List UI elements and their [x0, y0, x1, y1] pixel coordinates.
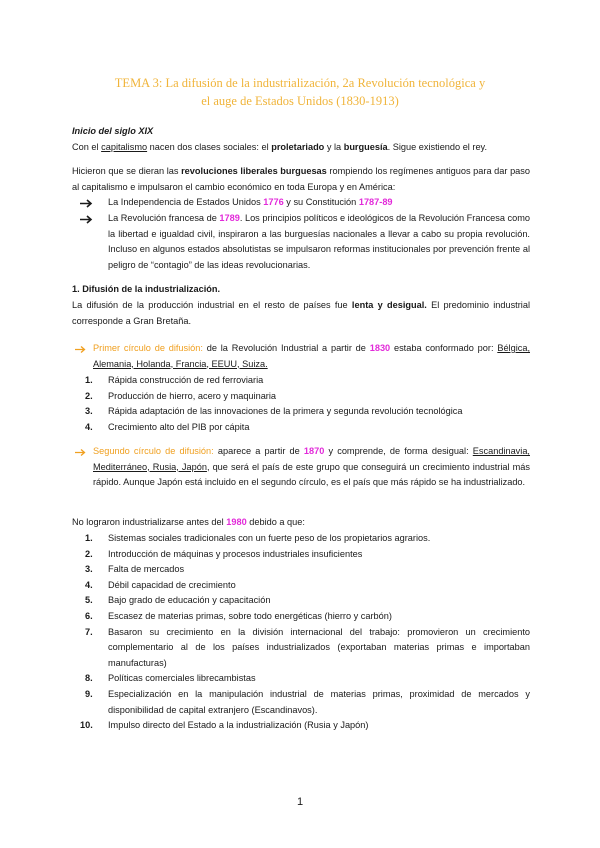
term-burguesia: burguesía — [343, 142, 388, 152]
term-proletariado: proletariado — [271, 142, 325, 152]
country-list: Bélgica, Alemania, Holanda, Francia, EEUU, Suiza. — [93, 343, 530, 369]
text-run: aparece a partir de — [213, 446, 304, 456]
list-item: 3. Falta de mercados — [85, 564, 185, 575]
primer-circulo-list — [80, 373, 530, 435]
list-item: 4. Crecimiento alto del PIB por cápita — [85, 421, 250, 432]
year-highlight: 1776 — [263, 197, 284, 207]
list-item: 3. Rápida adaptación de las innovaciones de la primera y segunda revolución tecnológica — [85, 406, 463, 417]
list-item-text: Rápida construcción de red ferroviaria — [108, 375, 264, 385]
year-highlight: 1787-89 — [358, 197, 393, 207]
term-capitalismo: capitalismo — [101, 142, 148, 152]
page-number: 1 — [296, 796, 304, 808]
primer-circulo — [75, 341, 530, 372]
intro-heading: Inicio del siglo XIX — [72, 126, 154, 136]
arrow-right-icon — [80, 195, 98, 208]
text-run: y la — [324, 142, 344, 152]
year-highlight: 1830 — [369, 343, 391, 353]
list-item-text: Introducción de máquinas y procesos industriales insuficientes — [108, 548, 363, 559]
text-run: rompiendo los regímenes antiguos para dar paso al capitalismo e impulsaron el cambio económico en toda Europa y en América: — [72, 166, 530, 192]
list-item-text: Bajo grado de educación y capacitación — [108, 595, 271, 606]
text-run: , que será el país de este grupo que conseguirá un crecimiento industrial más rápido. Aunque Japón está incluido en el segundo círculo, es el país que más rápido se ha industrializado. — [93, 461, 530, 488]
text-run: de la Revolución Industrial a partir de — [202, 343, 370, 353]
list-item-text: Débil capacidad de crecimiento — [108, 579, 236, 590]
list-item: 1. Rápida construcción de red ferroviaria — [85, 375, 264, 385]
list-item-text: Crecimiento alto del PIB por cápita — [108, 421, 250, 432]
list-item: 2. Introducción de máquinas y procesos industriales insuficientes — [85, 548, 363, 559]
year-highlight: 1870 — [303, 446, 325, 456]
circle-label: Segundo círculo de difusión: — [93, 446, 214, 456]
list-item: 1. Sistemas sociales tradicionales con un fuerte peso de los propietarios agrarios. — [85, 533, 431, 543]
term-lenta-desigual: lenta y desigual. — [351, 300, 427, 310]
text-run: La Revolución francesa de — [108, 213, 220, 223]
list-item: 2. Producción de hierro, acero y maquinaria — [85, 390, 277, 401]
arrow-right-icon — [75, 341, 93, 354]
title-line-2: el auge de Estados Unidos (1830-1913) — [201, 94, 399, 108]
circle-label: Primer círculo de difusión: — [93, 343, 203, 353]
text-run: y su Constitución — [283, 197, 359, 207]
text-run: La Independencia de Estados Unidos — [108, 197, 264, 207]
text-run: No lograron industrializarse antes del — [72, 517, 227, 527]
text-run: nacen dos clases sociales: el — [147, 142, 272, 152]
list-item-text: Sistemas sociales tradicionales con un fuerte peso de los propietarios agrarios. — [108, 533, 431, 543]
list-item-text: Políticas comerciales librecambistas — [108, 673, 256, 684]
list-item: 6. Escasez de materias primas, sobre todo energéticas (hierro y carbón) — [85, 610, 392, 621]
text-run: Hicieron que se dieran las — [72, 166, 182, 176]
segundo-circulo — [75, 444, 530, 491]
year-highlight: 1789 — [219, 213, 240, 223]
text-run: y comprende, de forma desigual: — [324, 446, 473, 456]
section-1-heading: 1. Difusión de la industrialización. — [72, 284, 221, 294]
list-item-text: Falta de mercados — [108, 564, 185, 575]
text-run: El predominio industrial corresponde a Gran Bretaña. — [72, 300, 530, 326]
list-item: 10. Impulso directo del Estado a la industrialización (Rusia y Japón) — [80, 720, 369, 731]
list-item: 5. Bajo grado de educación y capacitación — [85, 595, 271, 606]
list-item-text: Rápida adaptación de las innovaciones de la primera y segunda revolución tecnológica — [108, 406, 463, 417]
bullet-independencia — [80, 195, 530, 211]
arrow-right-icon — [75, 444, 93, 457]
country-list: Escandinavia, Mediterráneo, Rusia, Japón — [93, 446, 530, 472]
list-item: 8. Políticas comerciales librecambistas — [85, 673, 256, 684]
intro-paragraph-2 — [72, 164, 530, 195]
list-item-text: Basaron su crecimiento en la división internacional del trabajo: promovieron un crecimiento complementario al de los países industrializados (exportaban materias primas e importaban manufacturas) — [108, 626, 530, 668]
text-run: estaba conformado por: — [390, 343, 498, 353]
section-1-paragraph-2 — [72, 515, 530, 531]
list-item-text: Escasez de materias primas, sobre todo energéticas (hierro y carbón) — [108, 610, 392, 621]
text-run: Con el — [72, 142, 102, 152]
list-item-text: Especialización en la manipulación industrial de materias primas, proximidad de mercados y disponibilidad de capital extranjero (Escandinavos). — [108, 688, 530, 715]
document-title — [40, 74, 560, 110]
term-revoluciones: revoluciones liberales burguesas — [181, 166, 327, 176]
arrow-right-icon — [80, 211, 98, 224]
list-item: 9. Especialización en la manipulación industrial de materias primas, proximidad de mercados y disponibilidad de capital extranjero (Escandinavos). — [85, 688, 530, 715]
list-item-text: Impulso directo del Estado a la industrialización (Rusia y Japón) — [108, 720, 369, 731]
text-run: La difusión de la producción industrial en el resto de países fue — [72, 300, 352, 310]
list-item-text: Producción de hierro, acero y maquinaria — [108, 390, 277, 401]
intro-paragraph-1 — [72, 140, 530, 156]
reasons-list — [80, 531, 530, 734]
section-1-paragraph — [72, 298, 530, 329]
title-line-1: TEMA 3: La difusión de la industrialización, 2a Revolución tecnológica y — [114, 76, 486, 90]
text-run: . Sigue existiendo el rey. — [387, 142, 488, 152]
text-run: . Los principios políticos e ideológicos de la Revolución Francesa como la libertad e igualdad civil, inspiraron a las burguesías nacionales a llevar a cabo su propia revolución. Incluso en algunos estados absolutistas se impulsaron reformas institucionales por prevención frente al peligro de “contagio” de las ideas revolucionarias. — [108, 213, 531, 270]
bullet-revolucion-francesa — [80, 211, 530, 273]
list-item: 7. Basaron su crecimiento en la división internacional del trabajo: promovieron un crecimiento complementario al de los países industrializados (exportaban materias primas e importaban manufacturas) — [85, 626, 530, 668]
year-highlight: 1980 — [226, 517, 247, 527]
text-run: debido a que: — [246, 517, 305, 527]
list-item: 4. Débil capacidad de crecimiento — [85, 579, 236, 590]
